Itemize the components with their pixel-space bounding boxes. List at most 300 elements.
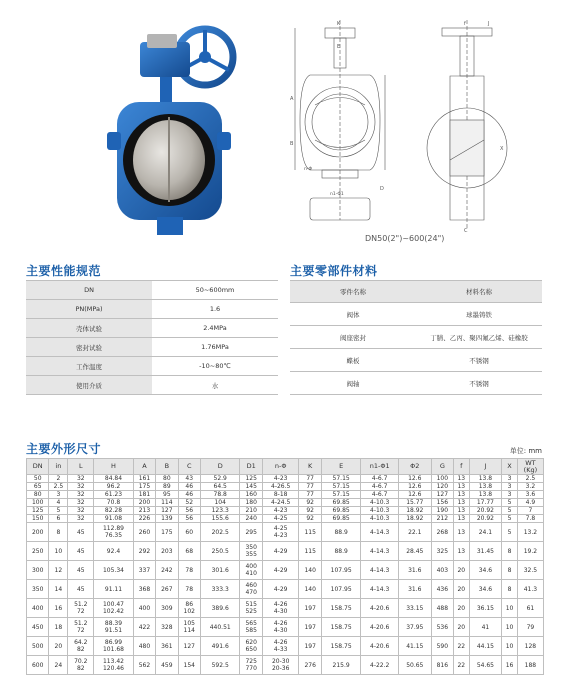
dimensions-cell: 8-18	[262, 491, 299, 499]
dimensions-cell: 4-10.3	[361, 515, 399, 523]
dimensions-cell: 300	[27, 561, 49, 580]
dimensions-cell: 89	[156, 483, 178, 491]
dimensions-header-cell: DN	[27, 459, 49, 475]
dimensions-cell: 440.51	[200, 618, 240, 637]
dimensions-cell: 4-29	[262, 542, 299, 561]
dimensions-cell: 86 102	[178, 599, 200, 618]
dimensions-cell: 68	[178, 542, 200, 561]
dimensions-cell: 816	[431, 656, 453, 675]
dimensions-cell: 295	[240, 523, 262, 542]
dimensions-cell: 480	[133, 637, 155, 656]
dimensions-cell: 459	[156, 656, 178, 675]
table-row	[27, 475, 544, 483]
dimensions-cell: 197	[299, 599, 321, 618]
table-row	[27, 599, 544, 618]
dimensions-cell: 10	[49, 542, 68, 561]
dimensions-cell: 10	[502, 618, 518, 637]
dimensions-cell: 20-30 20-36	[262, 656, 299, 675]
table-row	[27, 618, 544, 637]
dimensions-cell: 56	[178, 515, 200, 523]
part-material: 丁腈、乙丙、聚四氟乙烯、硅橡胶	[416, 326, 542, 349]
table-row	[27, 542, 544, 561]
dimensions-cell: 180	[240, 499, 262, 507]
dimensions-cell: 515 525	[240, 599, 262, 618]
dimensions-cell: 45	[68, 523, 94, 542]
dimensions-cell: 7	[517, 507, 543, 515]
dimensions-cell: 91.08	[94, 515, 134, 523]
dimensions-cell: 88.9	[321, 523, 361, 542]
dimensions-cell: 88.9	[321, 542, 361, 561]
dimensions-cell: 100.47 102.42	[94, 599, 134, 618]
dimensions-cell: 84.84	[94, 475, 134, 483]
dimensions-cell: 562	[133, 656, 155, 675]
dimensions-cell: 150	[27, 515, 49, 523]
parts-header-material: 材料名称	[416, 281, 542, 303]
dimensions-cell: 57.15	[321, 491, 361, 499]
side-view-drawing	[420, 20, 515, 235]
dimensions-table	[26, 458, 544, 675]
spec-value: 50~600mm	[152, 281, 278, 300]
dimensions-cell: 18	[49, 618, 68, 637]
dimensions-cell: 127	[431, 491, 453, 499]
dimensions-cell: 22	[454, 637, 470, 656]
dimensions-cell: 13	[454, 475, 470, 483]
dimensions-cell: 13	[454, 523, 470, 542]
dimensions-cell: 92	[299, 499, 321, 507]
dimensions-cell: 4-24.5	[262, 499, 299, 507]
dimensions-cell: 4-6.7	[361, 483, 399, 491]
table-row	[27, 580, 544, 599]
dimensions-cell: 450	[27, 618, 49, 637]
dimensions-cell: 325	[431, 542, 453, 561]
dimensions-cell: 4-10.3	[361, 499, 399, 507]
dimensions-cell: 51.2 72	[68, 599, 94, 618]
dimensions-cell: 77	[299, 491, 321, 499]
dimensions-cell: 4-20.6	[361, 637, 399, 656]
dimensions-cell: 175	[156, 523, 178, 542]
dimensions-cell: 3	[502, 491, 518, 499]
dimensions-cell: 181	[133, 491, 155, 499]
dimensions-cell: 100	[431, 475, 453, 483]
table-row	[27, 491, 544, 499]
dimensions-cell: 215.9	[321, 656, 361, 675]
dimensions-cell: 350	[27, 580, 49, 599]
dimensions-cell: 32	[68, 507, 94, 515]
dimensions-cell: 20	[454, 599, 470, 618]
dimensions-cell: 156	[431, 499, 453, 507]
dimensions-cell: 210	[240, 507, 262, 515]
dimensions-cell: 128	[517, 637, 543, 656]
dimensions-cell: 13	[454, 542, 470, 561]
part-material: 球墨铸铁	[416, 303, 542, 326]
dimensions-cell: 14	[49, 580, 68, 599]
dimensions-cell: 34.6	[469, 580, 502, 599]
dimensions-cell: 20	[454, 618, 470, 637]
dimensions-cell: 44.15	[469, 637, 502, 656]
dimensions-cell: 45	[68, 580, 94, 599]
dimensions-cell: 13.8	[469, 483, 502, 491]
spec-label: 工作温度	[26, 357, 152, 376]
dimensions-cell: 350 355	[240, 542, 262, 561]
dimensions-cell: 22	[454, 656, 470, 675]
dimensions-cell: 13	[454, 483, 470, 491]
dimensions-cell: 3	[502, 483, 518, 491]
dimensions-cell: 43	[178, 475, 200, 483]
dimensions-cell: 32	[68, 515, 94, 523]
dimensions-cell: 389.6	[200, 599, 240, 618]
dimensions-cell: 8	[502, 542, 518, 561]
dimensions-cell: 36.15	[469, 599, 502, 618]
dimensions-cell: 309	[156, 599, 178, 618]
dimensions-header-cell: n1-Φ1	[361, 459, 399, 475]
dimensions-cell: 105 114	[178, 618, 200, 637]
dimensions-cell: 620 650	[240, 637, 262, 656]
dimensions-cell: 125	[240, 475, 262, 483]
dimensions-cell: 276	[299, 656, 321, 675]
dimensions-cell: 32	[68, 491, 94, 499]
dimensions-cell: 69.85	[321, 515, 361, 523]
dimensions-cell: 200	[27, 523, 49, 542]
dimensions-cell: 104	[200, 499, 240, 507]
dimensions-cell: 70.2 82	[68, 656, 94, 675]
spec-value: -10~80℃	[152, 357, 278, 376]
dimensions-cell: 436	[431, 580, 453, 599]
dimensions-cell: 4-29	[262, 561, 299, 580]
dimensions-cell: 113.42 120.46	[94, 656, 134, 675]
dimensions-cell: 52.9	[200, 475, 240, 483]
dimensions-cell: 6	[49, 515, 68, 523]
dimensions-cell: 145	[240, 483, 262, 491]
dimensions-cell: 32.5	[517, 561, 543, 580]
dimensions-cell: 50.65	[398, 656, 431, 675]
dimensions-cell: 78.8	[200, 491, 240, 499]
dimensions-cell: 13	[454, 515, 470, 523]
dimensions-header-cell: D	[200, 459, 240, 475]
unit-label: 单位: mm	[509, 447, 542, 455]
table-row	[27, 561, 544, 580]
dimensions-cell: 33.15	[398, 599, 431, 618]
parts-row	[290, 349, 542, 372]
dimensions-cell: 100	[27, 499, 49, 507]
dimensions-cell: 4-14.3	[361, 523, 399, 542]
dimensions-cell: 127	[178, 637, 200, 656]
dimensions-cell: 92	[299, 515, 321, 523]
dimensions-cell: 41.15	[398, 637, 431, 656]
dimensions-cell: 10	[502, 637, 518, 656]
dimensions-cell: 212	[431, 515, 453, 523]
dimensions-cell: 203	[156, 542, 178, 561]
dimensions-cell: 5	[502, 499, 518, 507]
dimensions-cell: 82.28	[94, 507, 134, 515]
dimensions-cell: 69.85	[321, 499, 361, 507]
dimensions-cell: 60	[178, 523, 200, 542]
dimensions-cell: 24.1	[469, 523, 502, 542]
dimensions-cell: 240	[240, 515, 262, 523]
dimensions-header-cell: A	[133, 459, 155, 475]
table-row	[27, 499, 544, 507]
dimensions-cell: 4-25	[262, 515, 299, 523]
dimensions-cell: 536	[431, 618, 453, 637]
dimensions-cell: 50	[27, 475, 49, 483]
performance-title: 主要性能规范	[26, 264, 102, 278]
dimensions-cell: 80	[27, 491, 49, 499]
dimensions-cell: 175	[133, 483, 155, 491]
dimensions-cell: 5	[502, 507, 518, 515]
dimensions-cell: 15.77	[398, 499, 431, 507]
dimensions-header-cell: f	[454, 459, 470, 475]
label-n1-phi1: n1-Φ1	[330, 192, 344, 197]
dimensions-cell: 4-26 4-30	[262, 599, 299, 618]
dimensions-cell: 80	[156, 475, 178, 483]
dimensions-cell: 361	[156, 637, 178, 656]
dimensions-cell: 54.65	[469, 656, 502, 675]
spec-label: DN	[26, 281, 152, 300]
dimensions-cell: 400	[27, 599, 49, 618]
dimensions-cell: 488	[431, 599, 453, 618]
dimensions-cell: 61.23	[94, 491, 134, 499]
dimensions-cell: 4-6.7	[361, 491, 399, 499]
dimensions-cell: 4-26.5	[262, 483, 299, 491]
dimensions-cell: 46	[178, 491, 200, 499]
dimensions-cell: 3	[502, 475, 518, 483]
dimensions-cell: 202.5	[200, 523, 240, 542]
spec-value: 1.6	[152, 300, 278, 319]
dimensions-cell: 52	[178, 499, 200, 507]
dimensions-cell: 32	[68, 475, 94, 483]
dimensions-cell: 4.9	[517, 499, 543, 507]
dimensions-cell: 16	[49, 599, 68, 618]
dimensions-cell: 32	[68, 483, 94, 491]
label-a: A	[290, 96, 294, 102]
parts-table	[290, 280, 542, 395]
dimensions-cell: 565 585	[240, 618, 262, 637]
dn-range-caption: DN50(2")~600(24")	[365, 234, 445, 243]
dimensions-cell: 31.6	[398, 580, 431, 599]
dimensions-cell: 91.11	[94, 580, 134, 599]
dimensions-cell: 96.2	[94, 483, 134, 491]
dimensions-cell: 18.92	[398, 507, 431, 515]
dimensions-cell: 3.6	[517, 491, 543, 499]
spec-value: 2.4MPa	[152, 319, 278, 338]
dimensions-cell: 4	[49, 499, 68, 507]
parts-row	[290, 303, 542, 326]
dimensions-cell: 13	[454, 491, 470, 499]
dimensions-header-cell: C	[178, 459, 200, 475]
dimensions-header-cell: X	[502, 459, 518, 475]
dimensions-header-cell: B	[156, 459, 178, 475]
dimensions-cell: 45	[68, 561, 94, 580]
spec-value: 水	[152, 376, 278, 395]
dimensions-cell: 64.5	[200, 483, 240, 491]
dimensions-cell: 28.45	[398, 542, 431, 561]
dimensions-cell: 4-29	[262, 580, 299, 599]
dimensions-cell: 120	[431, 483, 453, 491]
spec-row	[26, 300, 278, 319]
spec-row	[26, 281, 278, 300]
part-name: 阀轴	[290, 372, 416, 395]
dimensions-cell: 5	[502, 515, 518, 523]
dimensions-cell: 5	[502, 523, 518, 542]
part-name: 阀座密封	[290, 326, 416, 349]
dimensions-cell: 37.95	[398, 618, 431, 637]
label-k: K	[337, 21, 341, 27]
front-view-drawing	[290, 20, 390, 235]
dimensions-cell: 20	[454, 561, 470, 580]
dimensions-cell: 4-25 4-23	[262, 523, 299, 542]
dimensions-cell: 590	[431, 637, 453, 656]
dimensions-header-cell: G	[431, 459, 453, 475]
dimensions-cell: 17.77	[469, 499, 502, 507]
dimensions-cell: 19.2	[517, 542, 543, 561]
dimensions-cell: 12	[49, 561, 68, 580]
dimensions-cell: 12.6	[398, 491, 431, 499]
dimensions-cell: 115	[299, 523, 321, 542]
dimensions-cell: 92	[299, 507, 321, 515]
dimensions-cell: 107.95	[321, 580, 361, 599]
dimensions-cell: 46	[178, 483, 200, 491]
dimensions-header-cell: D1	[240, 459, 262, 475]
dimensions-cell: 2.5	[517, 475, 543, 483]
dimensions-cell: 226	[133, 515, 155, 523]
valve-product-photo	[105, 12, 240, 242]
performance-table	[26, 280, 278, 395]
dimensions-cell: 491.6	[200, 637, 240, 656]
dimensions-cell: 140	[299, 580, 321, 599]
parts-row	[290, 372, 542, 395]
dimensions-cell: 41	[469, 618, 502, 637]
table-row	[27, 515, 544, 523]
dimensions-cell: 197	[299, 618, 321, 637]
dimensions-cell: 57.15	[321, 483, 361, 491]
dimensions-cell: 333.3	[200, 580, 240, 599]
table-row	[27, 637, 544, 656]
parts-row	[290, 326, 542, 349]
dimensions-cell: 368	[133, 580, 155, 599]
label-n-phi: n-Φ	[304, 167, 313, 172]
dimensions-cell: 13.8	[469, 475, 502, 483]
dimensions-cell: 64.2 82	[68, 637, 94, 656]
spec-label: PN(MPa)	[26, 300, 152, 319]
dimensions-header-cell: H	[94, 459, 134, 475]
dimensions-header-cell: E	[321, 459, 361, 475]
dimensions-cell: 20	[49, 637, 68, 656]
dimensions-cell: 268	[431, 523, 453, 542]
dimensions-cell: 125	[27, 507, 49, 515]
dimensions-cell: 32	[68, 499, 94, 507]
dimensions-cell: 155.6	[200, 515, 240, 523]
part-material: 不锈钢	[416, 349, 542, 372]
dimensions-cell: 51.2 72	[68, 618, 94, 637]
dimensions-cell: 250.5	[200, 542, 240, 561]
dimensions-cell: 20.92	[469, 507, 502, 515]
dimensions-cell: 154	[178, 656, 200, 675]
dimensions-cell: 160	[240, 491, 262, 499]
dimensions-cell: 4-23	[262, 507, 299, 515]
dimensions-cell: 115	[299, 542, 321, 561]
dimensions-cell: 158.75	[321, 637, 361, 656]
dimensions-cell: 400 410	[240, 561, 262, 580]
part-name: 阀体	[290, 303, 416, 326]
dimensions-cell: 725 770	[240, 656, 262, 675]
dimensions-cell: 13.8	[469, 491, 502, 499]
dimensions-cell: 161	[133, 475, 155, 483]
dimensions-header-cell: Φ2	[398, 459, 431, 475]
table-row	[27, 483, 544, 491]
dimensions-cell: 95	[156, 491, 178, 499]
label-b: B	[290, 141, 294, 147]
dimensions-cell: 86.99 101.68	[94, 637, 134, 656]
dimensions-cell: 88.39 91.51	[94, 618, 134, 637]
dimensions-cell: 8	[502, 561, 518, 580]
label-c: C	[464, 228, 468, 234]
dimensions-cell: 403	[431, 561, 453, 580]
dimensions-cell: 41.3	[517, 580, 543, 599]
spec-row	[26, 357, 278, 376]
dimensions-cell: 123.3	[200, 507, 240, 515]
dimensions-cell: 4-14.3	[361, 580, 399, 599]
dimensions-cell: 20	[454, 580, 470, 599]
spec-label: 壳体试验	[26, 319, 152, 338]
dimensions-cell: 5	[49, 507, 68, 515]
dimensions-cell: 4-10.3	[361, 507, 399, 515]
table-row	[27, 656, 544, 675]
table-row	[27, 523, 544, 542]
spec-row	[26, 338, 278, 357]
dimensions-cell: 2.5	[49, 483, 68, 491]
dimensions-cell: 12.6	[398, 475, 431, 483]
dimensions-cell: 112.89 76.35	[94, 523, 134, 542]
dimensions-cell: 79	[517, 618, 543, 637]
dimensions-cell: 188	[517, 656, 543, 675]
dimensions-cell: 10	[502, 599, 518, 618]
dimensions-cell: 18.92	[398, 515, 431, 523]
dimensions-cell: 8	[49, 523, 68, 542]
dimensions-cell: 4-20.6	[361, 599, 399, 618]
dimensions-cell: 592.5	[200, 656, 240, 675]
label-j: J	[488, 21, 490, 27]
dimensions-cell: 197	[299, 637, 321, 656]
dimensions-header-cell: WT (Kg)	[517, 459, 543, 475]
dimensions-cell: 267	[156, 580, 178, 599]
dimensions-header-cell: n-Φ	[262, 459, 299, 475]
dimensions-cell: 4-6.7	[361, 475, 399, 483]
dimensions-header-cell: in	[49, 459, 68, 475]
dimensions-cell: 105.34	[94, 561, 134, 580]
dimensions-cell: 56	[178, 507, 200, 515]
dimensions-header-row	[27, 459, 544, 475]
dimensions-title: 主要外形尺寸	[26, 442, 102, 456]
dimensions-cell: 4-23	[262, 475, 299, 483]
dimensions-cell: 4-26 4-30	[262, 618, 299, 637]
part-material: 不锈钢	[416, 372, 542, 395]
dimensions-cell: 3	[49, 491, 68, 499]
dimensions-cell: 31.45	[469, 542, 502, 561]
dimensions-cell: 200	[133, 499, 155, 507]
dimensions-cell: 77	[299, 475, 321, 483]
dimensions-cell: 4-14.3	[361, 561, 399, 580]
dimensions-cell: 20.92	[469, 515, 502, 523]
part-name: 蝶板	[290, 349, 416, 372]
dimensions-cell: 69.85	[321, 507, 361, 515]
label-e: E	[337, 44, 341, 50]
table-row	[27, 507, 544, 515]
dimensions-cell: 7.8	[517, 515, 543, 523]
spec-row	[26, 319, 278, 338]
dimensions-cell: 140	[299, 561, 321, 580]
dimensions-cell: 12.6	[398, 483, 431, 491]
dimensions-cell: 92.4	[94, 542, 134, 561]
dimensions-cell: 114	[156, 499, 178, 507]
